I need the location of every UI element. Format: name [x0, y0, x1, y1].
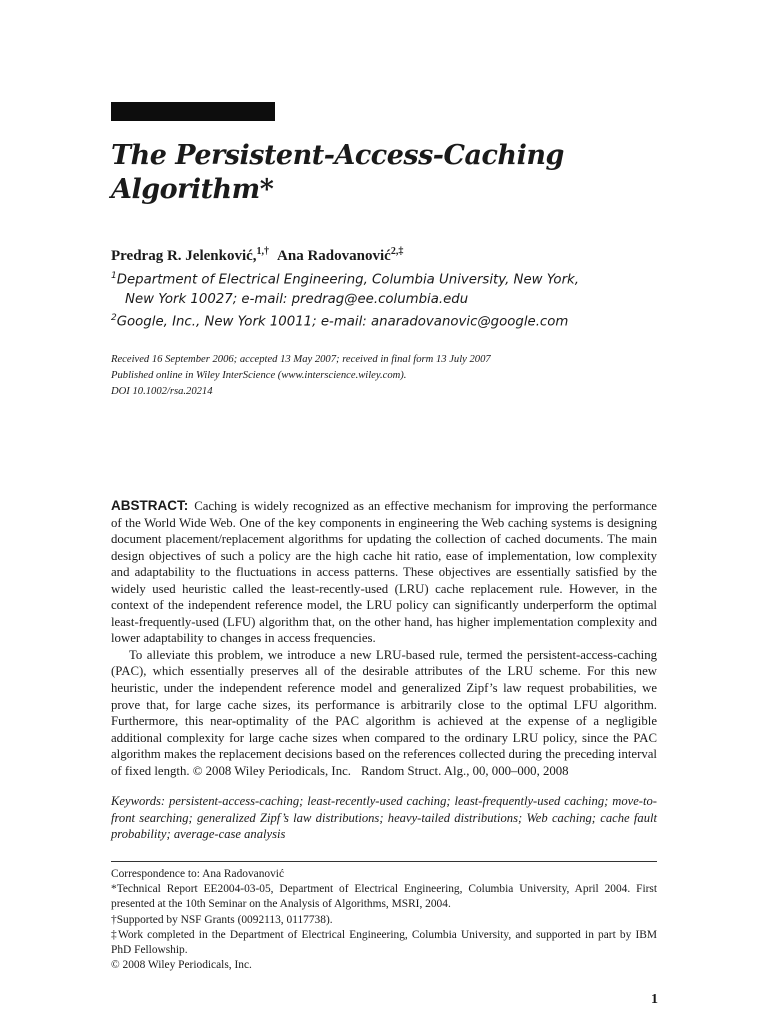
- received-dates: Received 16 September 2006; accepted 13 May 2007; received in final form 13 July 2007: [111, 354, 491, 365]
- abstract-paragraph-2: [111, 647, 657, 779]
- author-1-name: Predrag R. Jelenković,: [111, 248, 257, 264]
- affiliation-2-line-1: Google, Inc., New York 10011; e-mail: anaradovanovic@google.com: [116, 314, 569, 330]
- affiliation-1-cont: [111, 290, 671, 310]
- abstract-heading: ABSTRACT:: [111, 498, 189, 513]
- affiliation-2: [111, 309, 671, 332]
- affiliation-1-number: 1: [111, 271, 117, 281]
- keywords: Keywords: persistent-access-caching; least-recently-used caching; least-frequently-used caching; move-to-front searching; generalized Zipf’s law distributions; heavy-tailed distributions; Web caching; cache fault probability; average-case analysis: [111, 794, 657, 841]
- header-black-bar: [111, 102, 275, 121]
- support-note: †Supported by NSF Grants (0092113, 0117738).: [111, 913, 333, 926]
- author-list: [111, 247, 403, 266]
- abstract-text-2: To alleviate this problem, we introduce a new LRU-based rule, termed the persistent-access-caching (PAC), which essentially preserves all of the desirable attributes of the LRU scheme. For this new heuristic, under the independent reference model and generalized Zipf’s law request probabilities, we prove that, for large cache sizes, its performance is arbitrarily close to the optimal LFU algorithm. Furthermore, this near-optimality of the PAC algorithm is achieved at the expense of a negligible additional complexity for large cache sizes when compared to the ordinary LRU policy, since the PAC algorithm makes the replacement decisions based on the references collected during the preceding interval of fixed length. © 2008 Wiley Periodicals, Inc.: [111, 647, 657, 778]
- footnotes: [111, 867, 657, 973]
- author-2-marks: 2,‡: [390, 246, 404, 257]
- abstract-text-1: Caching is widely recognized as an effective mechanism for improving the performance of the World Wide Web. One of the key components in engineering the Web caching systems is designing document placement/replacement algorithms for updating the collection of cached documents. The main design objectives of such a policy are the high cache hit ratio, ease of implementation, low complexity and adaptability to the fluctuations in access patterns. These objectives are essentially satisfied by the widely used heuristic called the least-recently-used (LRU) cache replacement rule. However, in the context of the independent reference model, the LRU policy can significantly underperform the optimal least-frequently-used (LFU) algorithm that, on the other hand, has higher implementation complexity and lower adaptability to changes in access frequencies.: [111, 499, 657, 646]
- paper-title: [111, 139, 671, 207]
- footnote-rule: [111, 861, 657, 862]
- affiliation-1: [111, 267, 671, 290]
- publication-info: [111, 352, 671, 400]
- journal-reference: Random Struct. Alg., 00, 000–000, 2008: [360, 763, 569, 778]
- affiliations: [111, 267, 671, 332]
- abstract-paragraph-1: [111, 498, 657, 647]
- author-2-name: Ana Radovanović: [277, 248, 391, 264]
- author-1-marks: 1,†: [256, 246, 270, 257]
- technical-report-note: *Technical Report EE2004-03-05, Department of Electrical Engineering, Columbia University, April 2004. First presented at the 10th Seminar on the Analysis of Algorithms, MSRI, 2004.: [111, 883, 657, 911]
- title-line-1: The Persistent-Access-Caching: [111, 140, 564, 171]
- published-online: Published online in Wiley InterScience (www.interscience.wiley.com).: [111, 370, 407, 381]
- work-note: ‡Work completed in the Department of Electrical Engineering, Columbia University, and supported in part by IBM PhD Fellowship.: [111, 928, 657, 957]
- affiliation-1-line-2: New York 10027; e-mail: predrag@ee.columbia.edu: [125, 291, 469, 307]
- copyright-note: © 2008 Wiley Periodicals, Inc.: [111, 959, 252, 972]
- affiliation-2-number: 2: [111, 313, 117, 324]
- doi: DOI 10.1002/rsa.20214: [111, 386, 213, 397]
- correspondence-note: Correspondence to: Ana Radovanović: [111, 868, 285, 880]
- page-number: 1: [651, 992, 658, 1007]
- affiliation-1-line-1: Department of Electrical Engineering, Columbia University, New York,: [116, 272, 579, 288]
- abstract: [111, 498, 657, 779]
- title-line-2: Algorithm*: [111, 174, 274, 205]
